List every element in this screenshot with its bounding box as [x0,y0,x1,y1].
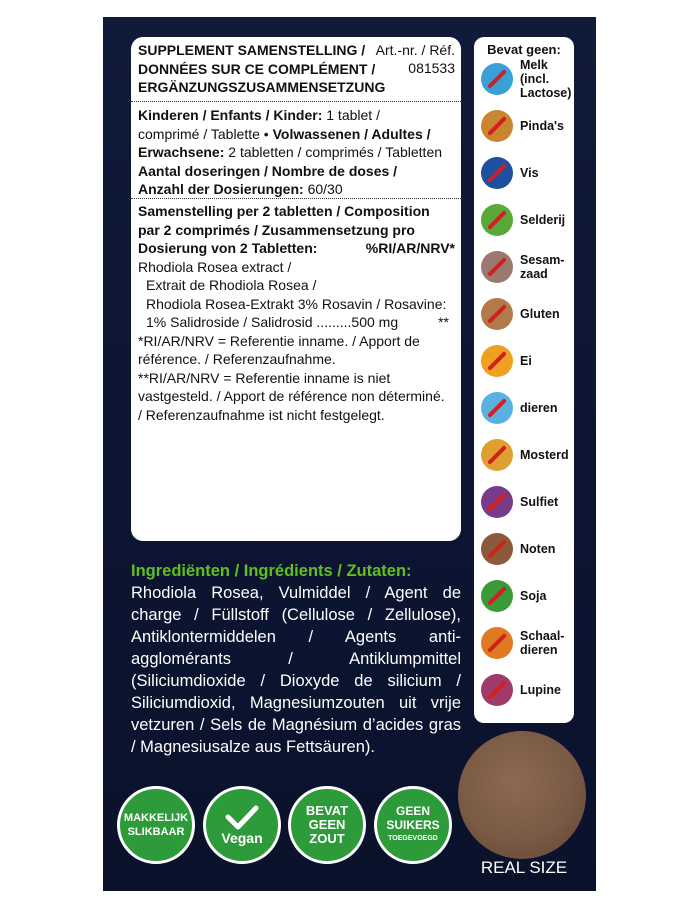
badge-text: GEEN [395,804,430,818]
allergen-item [479,625,571,661]
footnote: / Referenzaufnahme ist nicht festgelegt. [138,406,385,423]
badge-text: BEVAT [305,803,349,818]
composition-section [138,202,455,424]
allergen-label: Selderij [520,213,566,227]
badge-text: ZOUT [309,831,345,846]
footnote: **RI/AR/NRV = Referentie inname is niet [138,369,391,386]
footnote: référence. / Referenzaufnahme. [138,351,336,367]
ri-column-header: %RI/AR/NRV* [365,240,455,256]
allergen-label: Soja [520,589,547,603]
allergen-item [479,437,571,473]
tablet-image [458,731,586,859]
allergen-label: Sesam-zaad [520,253,565,281]
composition-heading: Samenstelling per 2 tabletten / Composition [138,203,430,219]
allergen-label: Noten [520,542,556,556]
badge-text: SUIKERS [386,818,440,832]
allergen-label: Schaal-dieren [520,629,565,657]
doses-label-de: Anzahl der Dosierungen: [138,181,304,197]
divider [131,198,461,199]
article-number-label: Art.-nr. / Réf. [375,42,455,58]
ri-value: ** [438,314,449,330]
children-label: Kinderen / Enfants / Kinder: [138,107,323,123]
leaf-checkmark-icon [225,805,259,831]
allergen-crossed-icon [481,345,513,377]
no-added-sugar-badge [374,786,452,864]
badge-text: SLIKBAAR [127,826,185,838]
allergen-label: Vis [520,166,539,180]
allergen-crossed-icon [481,439,513,471]
vegan-badge [203,786,281,864]
badge-text: TOEGEVOEGD [388,835,438,842]
allergen-crossed-icon [481,63,513,95]
allergen-crossed-icon [481,486,513,518]
allergen-item [479,390,571,426]
ingredients-text: Rhodiola Rosea, Vulmiddel / Agent de charge / Füllstoff (Cellulose / Zellulose), Antiklontermiddelen / Agents anti-agglomérants / Antiklumpmittel (Siliciumdioxide / Dioxyde de silicium / Siliciumdioxid, Magnesiumzouten uit vrije vetzuren / Sels de Magnésium d’acides gras / Magnesiusalze aus Fettsäuren). [131,584,461,756]
title-line: DONNÉES SUR CE COMPLÉMENT / [138,60,376,77]
footnote: *RI/AR/NRV = Referentie inname. / Apport de [138,332,420,349]
allergen-item [479,58,572,100]
allergen-crossed-icon [481,204,513,236]
doses-value: 60/30 [303,181,343,197]
allergen-item [479,343,571,379]
allergen-crossed-icon [481,627,513,659]
allergen-label: dieren [520,401,558,415]
adults-label-de: Erwachsene: [138,144,225,160]
allergen-item [479,484,571,520]
footnote: vastgesteld. / Apport de référence non déterminé. [138,388,445,404]
allergen-item [479,296,571,332]
dosage-section [138,106,455,199]
allergen-label: Gluten [520,307,560,321]
ingredients-section [131,560,461,758]
ingredient-line: Rhodiola Rosea-Extrakt 3% Rosavin / Rosavine: [146,295,447,312]
title-line: SUPPLEMENT SAMENSTELLING / [138,42,366,58]
allergen-item [479,249,571,285]
allergen-label: Sulfiet [520,495,559,509]
allergen-crossed-icon [481,110,513,142]
supplement-facts-box [131,37,461,541]
allergen-free-list [474,37,574,723]
allergen-label: Mosterd [520,448,569,462]
easy-swallow-badge [117,786,195,864]
allergen-item [479,108,571,144]
allergen-item [479,155,571,191]
allergen-crossed-icon [481,580,513,612]
article-number-value: 081533 [408,60,455,76]
divider [131,101,461,102]
badge-text: Vegan [221,830,263,846]
allergen-item [479,578,571,614]
composition-heading: Dosierung von 2 Tabletten: [138,240,318,256]
allergen-item [479,672,571,708]
allergen-crossed-icon [481,251,513,283]
allergen-crossed-icon [481,157,513,189]
badge-text: MAKKELIJK [123,812,189,824]
allergen-item [479,202,571,238]
ingredient-amount: 1% Salidroside / Salidrosid .........500 mg [146,314,399,330]
allergen-item [479,531,571,567]
allergen-label: Melk (incl. Lactose) [520,58,572,100]
allergen-list-title: Bevat geen: [487,42,561,57]
badge-text: GEEN [308,817,346,832]
adults-label: Volwassenen / Adultes / [272,125,431,142]
real-size-label: REAL SIZE [480,858,568,877]
title-line: ERGÄNZUNGSZUSAMMENSETZUNG [138,79,386,95]
allergen-crossed-icon [481,392,513,424]
ingredient-line: Extrait de Rhodiola Rosea / [146,277,317,293]
allergen-label: Ei [520,354,532,368]
allergen-label: Pinda's [520,119,564,133]
children-value: 1 tablet / [322,107,380,123]
no-salt-badge [288,786,366,864]
composition-heading: par 2 comprimés / Zusammensetzung pro [138,221,415,238]
allergen-label: Lupine [520,683,561,697]
adults-value: 2 tabletten / comprimés / Tabletten [224,144,443,160]
ingredients-heading: Ingrediënten / Ingrédients / Zutaten: [131,562,412,580]
doses-label: Aantal doseringen / Nombre de doses / [138,162,398,179]
children-unit: comprimé / Tablette • [138,125,273,142]
ingredient-line: Rhodiola Rosea extract / [138,258,292,275]
allergen-crossed-icon [481,674,513,706]
allergen-crossed-icon [481,533,513,565]
allergen-crossed-icon [481,298,513,330]
article-number [376,41,455,77]
